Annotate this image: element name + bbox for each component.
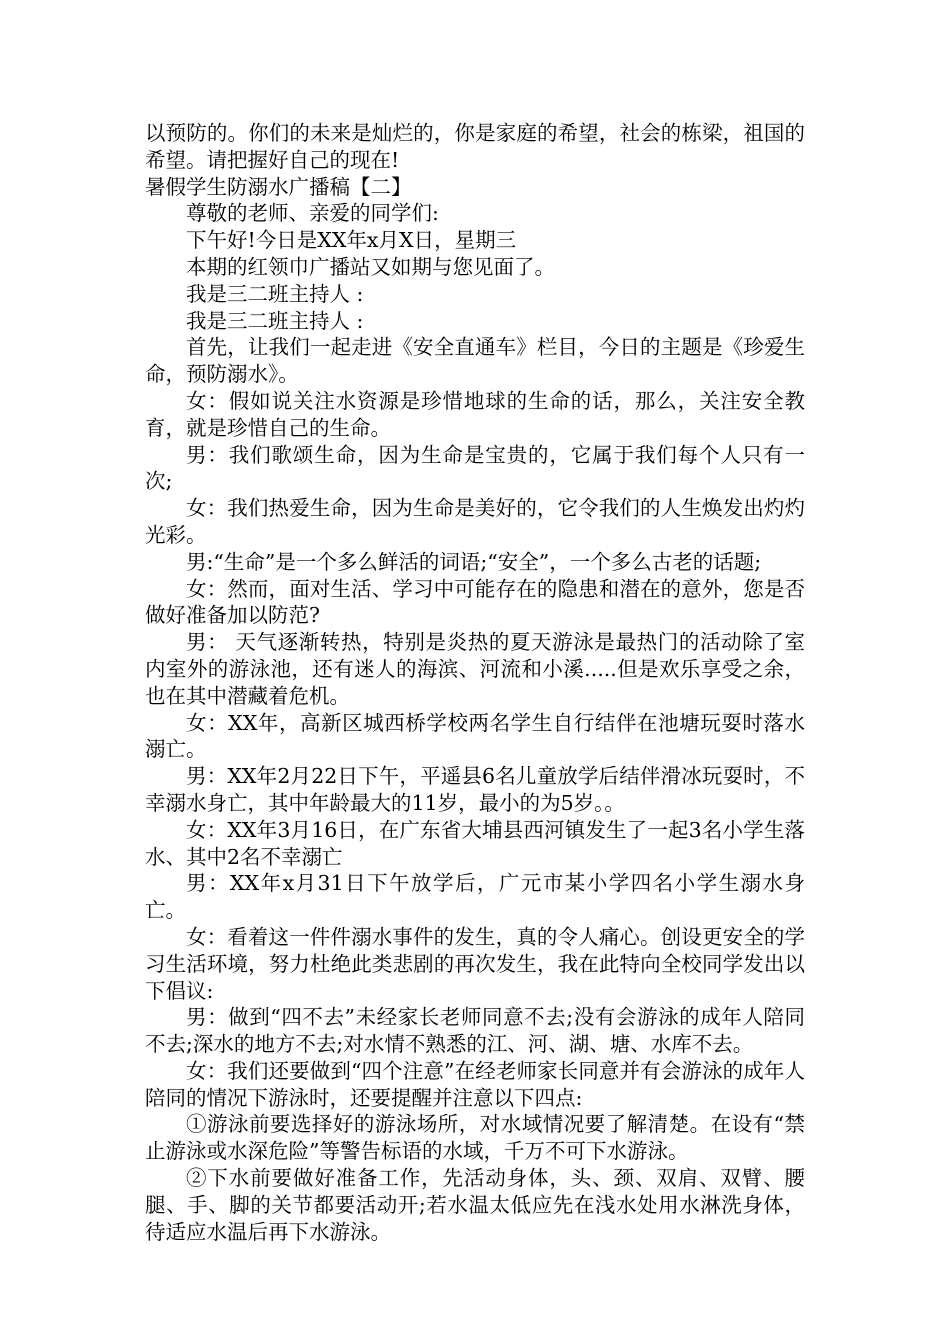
paragraph: 男：做到“四不去”未经家长老师同意不去;没有会游泳的成年人陪同不去;深水的地方不去;对水情不熟悉的江、河、湖、塘、水库不去。 [145, 1005, 805, 1057]
paragraph: 女：我们热爱生命，因为生命是美好的，它令我们的人生焕发出灼灼光彩。 [145, 496, 805, 547]
paragraph: 我是三二班主持人 : [186, 308, 364, 333]
paragraph: ②下水前要做好准备工作，先活动身体，头、颈、双肩、双臂、腰腿、手、脚的关节都要活动开;若水温太低应先在浅水处用水淋洗身体，待适应水温后再下水游泳。 [145, 1166, 805, 1244]
paragraph: 下午好!今日是XX年x月X日，星期三 [186, 228, 517, 253]
paragraph: 首先，让我们一起走进《安全直通车》栏目，今日的主题是《珍爱生命，预防溺水》。 [145, 335, 805, 387]
paragraph: 女：然而，面对生活、学习中可能存在的隐患和潜在的意外，您是否做好准备加以防范? [145, 576, 805, 628]
paragraph: 男：XX年2月22日下午，平遥县6名儿童放学后结伴滑冰玩耍时，不幸溺水身亡，其中年龄最大的11岁，最小的为5岁。。 [145, 764, 805, 815]
paragraph: 女：XX年3月16日，在广东省大埔县西河镇发生了一起3名小学生落水、其中2名不幸溺亡 [145, 817, 805, 869]
paragraph: 女：我们还要做到“四个注意”在经老师家长同意并有会游泳的成年人陪同的情况下游泳时，还要提醒并注意以下四点: [145, 1058, 805, 1110]
paragraph: 女：假如说关注水资源是珍惜地球的生命的话，那么，关注安全教育，就是珍惜自己的生命。 [145, 388, 805, 440]
paragraph: 尊敬的老师、亲爱的同学们: [186, 201, 439, 226]
lead-paragraph: 以预防的。你们的未来是灿烂的，你是家庭的希望，社会的栋梁，祖国的希望。请把握好自己的现在! [145, 121, 805, 172]
paragraph: 我是三二班主持人 : [186, 281, 364, 306]
paragraph: 本期的红领巾广播站又如期与您见面了。 [186, 254, 555, 279]
document-page [145, 120, 805, 1245]
paragraph: 女：XX年，高新区城西桥学校两名学生自行结伴在池塘玩耍时落水溺亡。 [145, 710, 805, 762]
paragraph: ①游泳前要选择好的游泳场所，对水域情况要了解清楚。在设有“禁止游泳或水深危险”等警告标语的水域，千万不可下水游泳。 [145, 1112, 805, 1164]
paragraph: 男： 天气逐渐转热，特别是炎热的夏天游泳是最热门的活动除了室内室外的游泳池，还有迷人的海滨、河流和小溪.....但是欢乐享受之余，也在其中潜藏着危机。 [145, 630, 805, 708]
section-title: 暑假学生防溺水广播稿【二】 [145, 174, 412, 199]
paragraph: 男：我们歌颂生命，因为生命是宝贵的，它属于我们每个人只有一次; [145, 442, 805, 494]
paragraph: 男:“生命”是一个多么鲜活的词语;“安全”，一个多么古老的话题; [186, 549, 762, 574]
paragraph: 男：XX年x月31日下午放学后，广元市某小学四名小学生溺水身亡。 [145, 871, 805, 923]
paragraph: 女：看着这一件件溺水事件的发生，真的令人痛心。创设更安全的学习生活环境，努力杜绝此类悲剧的再次发生，我在此特向全校同学发出以下倡议: [145, 924, 805, 1003]
